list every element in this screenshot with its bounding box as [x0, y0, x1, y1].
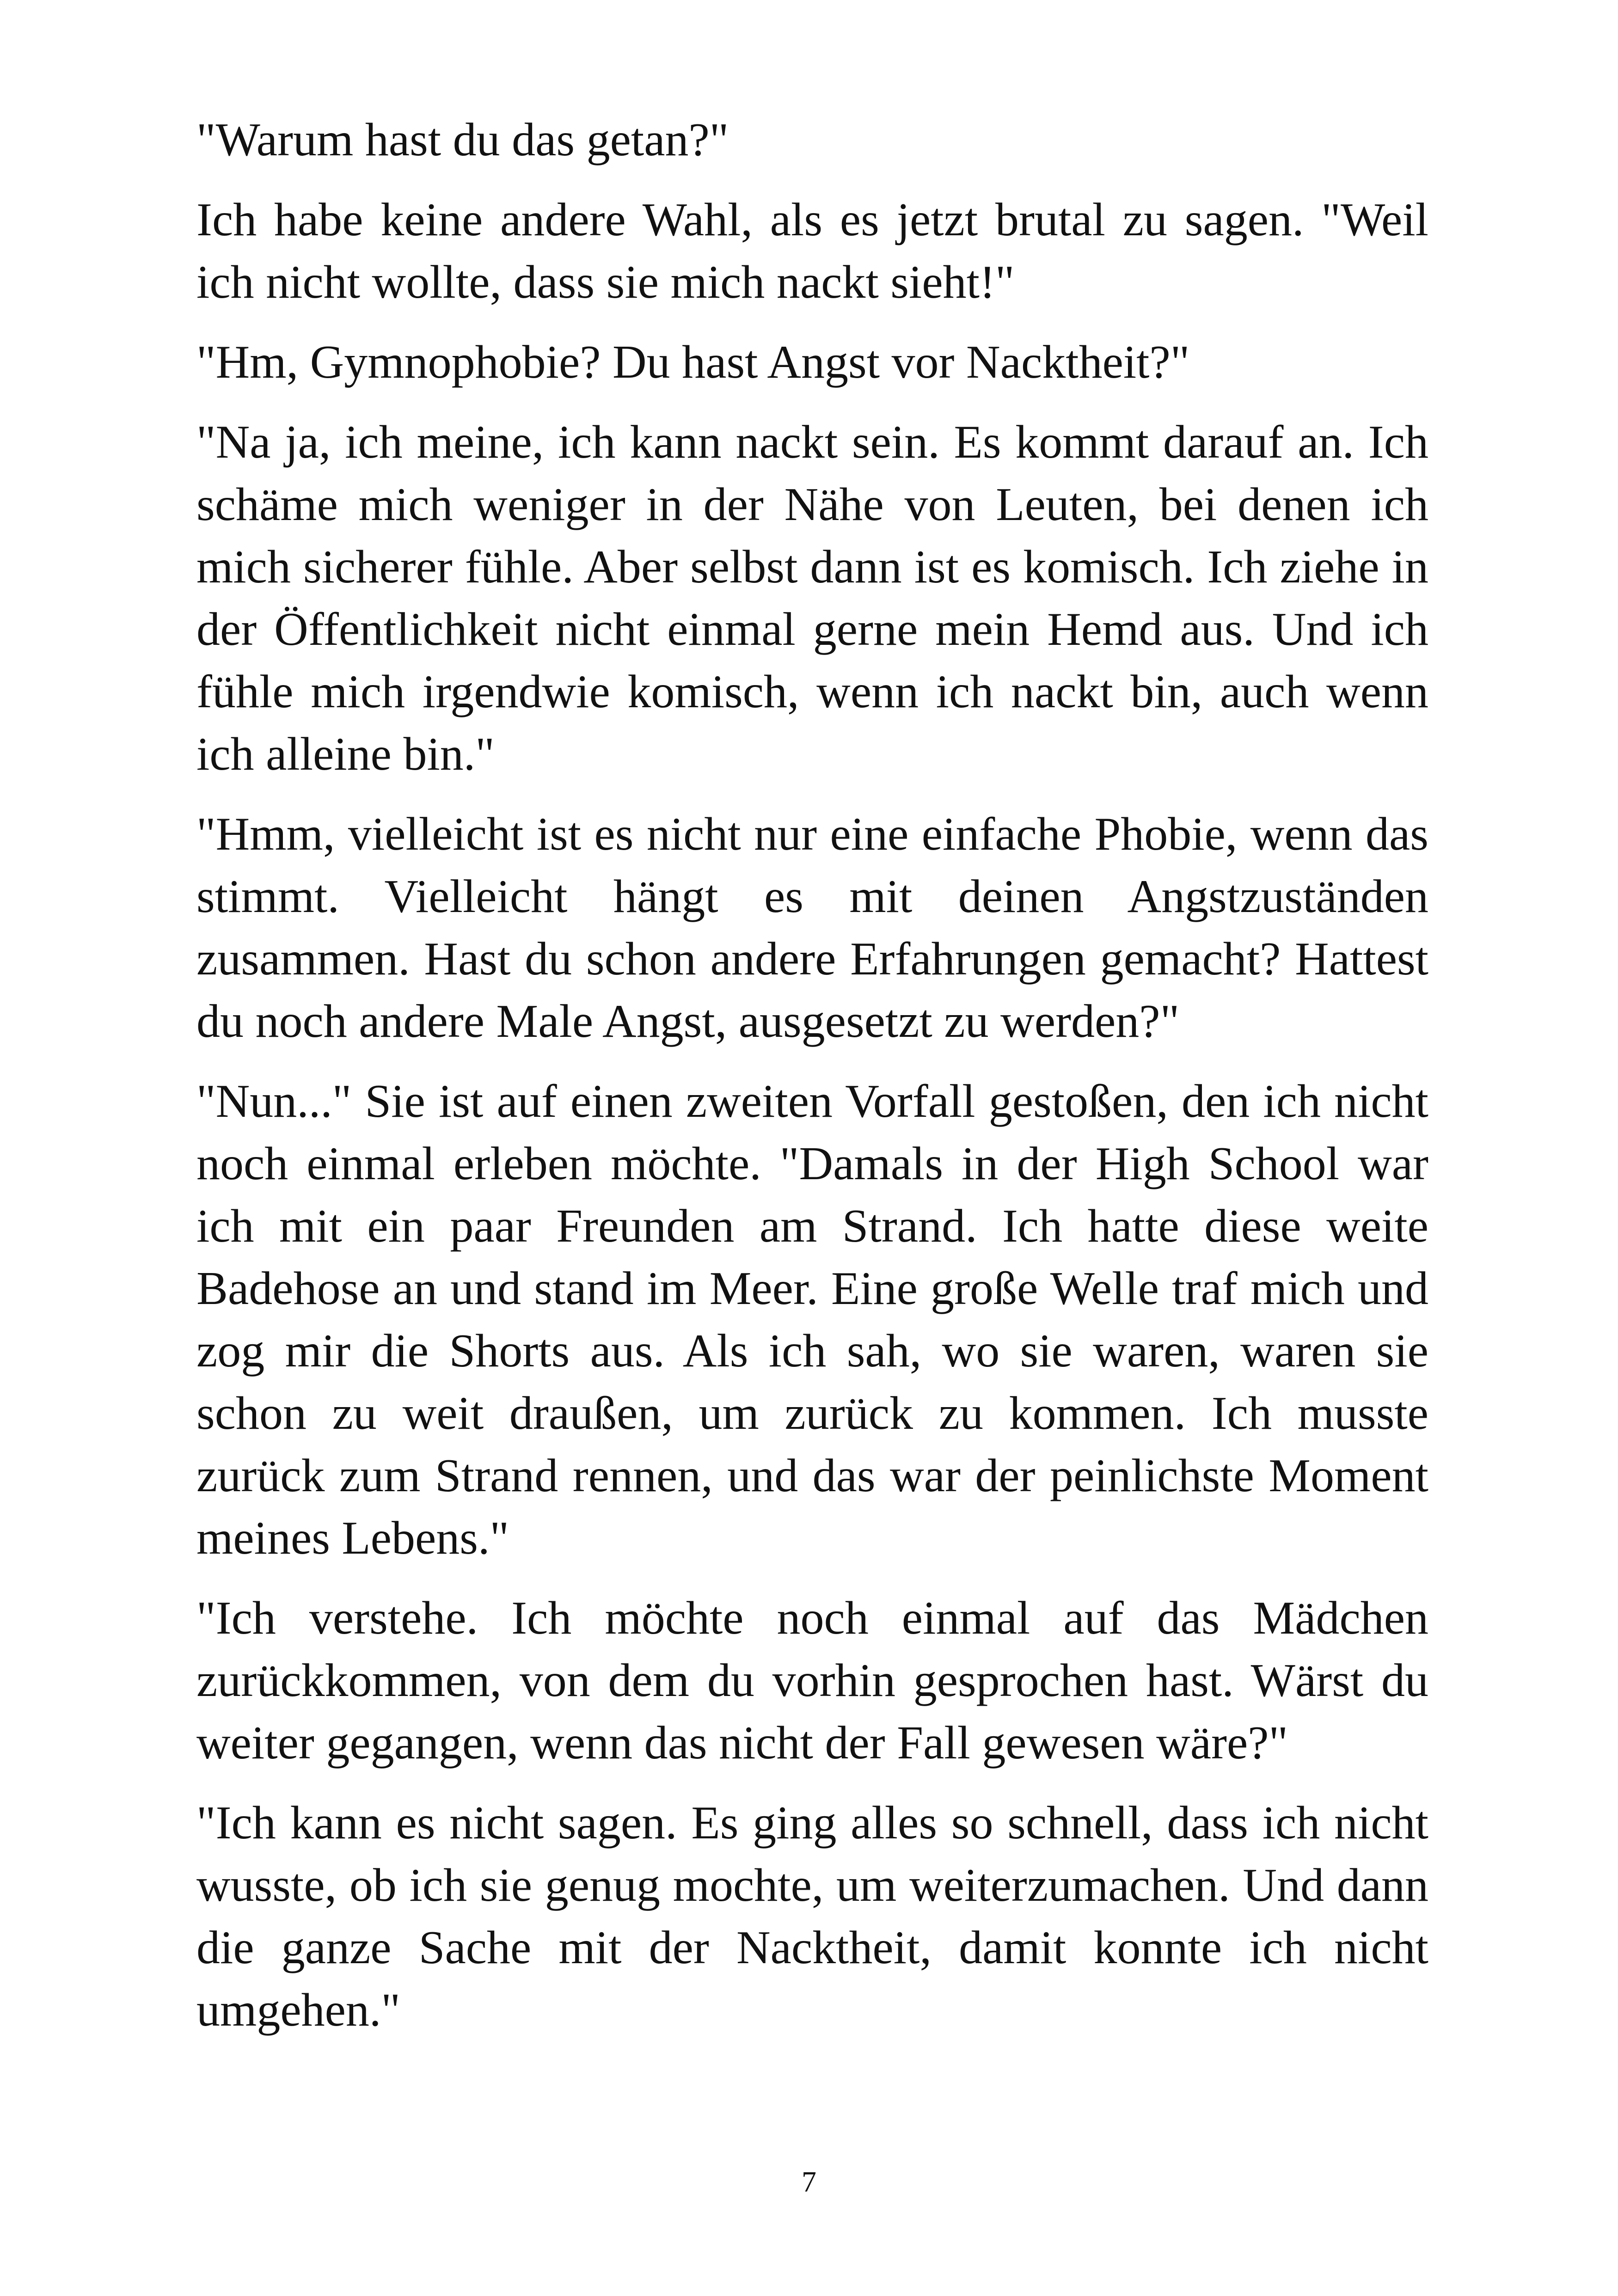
paragraph-1: "Warum hast du das getan?": [196, 114, 729, 166]
page-number: 7: [802, 2165, 816, 2198]
paragraph-2: Ich habe keine andere Wahl, als es jetzt brutal zu sagen. "Weil ich nicht wollte, dass sie mich nackt sieht!": [196, 194, 1428, 308]
paragraph-8: "Ich kann es nicht sagen. Es ging alles so schnell, dass ich nicht wusste, ob ich sie genug mochte, um weiterzumachen. Und dann die ganze Sache mit der Nacktheit, damit konnte ich nicht umgehen.": [196, 1797, 1428, 2036]
paragraph-5: "Hmm, vielleicht ist es nicht nur eine einfache Phobie, wenn das stimmt. Vielleicht hängt es mit deinen Angstzuständen zusammen. Hast du schon andere Erfahrungen gemacht? Hattest du noch andere Male Angst, ausgesetzt zu werden?": [196, 808, 1428, 1047]
body-text: [196, 109, 1428, 2059]
paragraph-3: "Hm, Gymnophobie? Du hast Angst vor Nacktheit?": [196, 336, 1190, 388]
paragraph-6: "Nun..." Sie ist auf einen zweiten Vorfall gestoßen, den ich nicht noch einmal erleben möchte. "Damals in der High School war ich mit ein paar Freunden am Strand. Ich hatte diese weite Badehose an und stand im Meer. Eine große Welle traf mich und zog mir die Shorts aus. Als ich sah, wo sie waren, waren sie schon zu weit draußen, um zurück zu kommen. Ich musste zurück zum Strand rennen, und das war der peinlichste Moment meines Lebens.": [196, 1075, 1428, 1564]
paragraph-7: "Ich verstehe. Ich möchte noch einmal auf das Mädchen zurückkommen, von dem du vorhin gesprochen hast. Wärst du weiter gegangen, wenn das nicht der Fall gewesen wäre?": [196, 1592, 1428, 1769]
paragraph-4: "Na ja, ich meine, ich kann nackt sein. Es kommt darauf an. Ich schäme mich weniger in der Nähe von Leuten, bei denen ich mich sicherer fühle. Aber selbst dann ist es komisch. Ich ziehe in der Öffentlichkeit nicht einmal gerne mein Hemd aus. Und ich fühle mich irgendwie komisch, wenn ich nackt bin, auch wenn ich alleine bin.": [196, 416, 1428, 780]
